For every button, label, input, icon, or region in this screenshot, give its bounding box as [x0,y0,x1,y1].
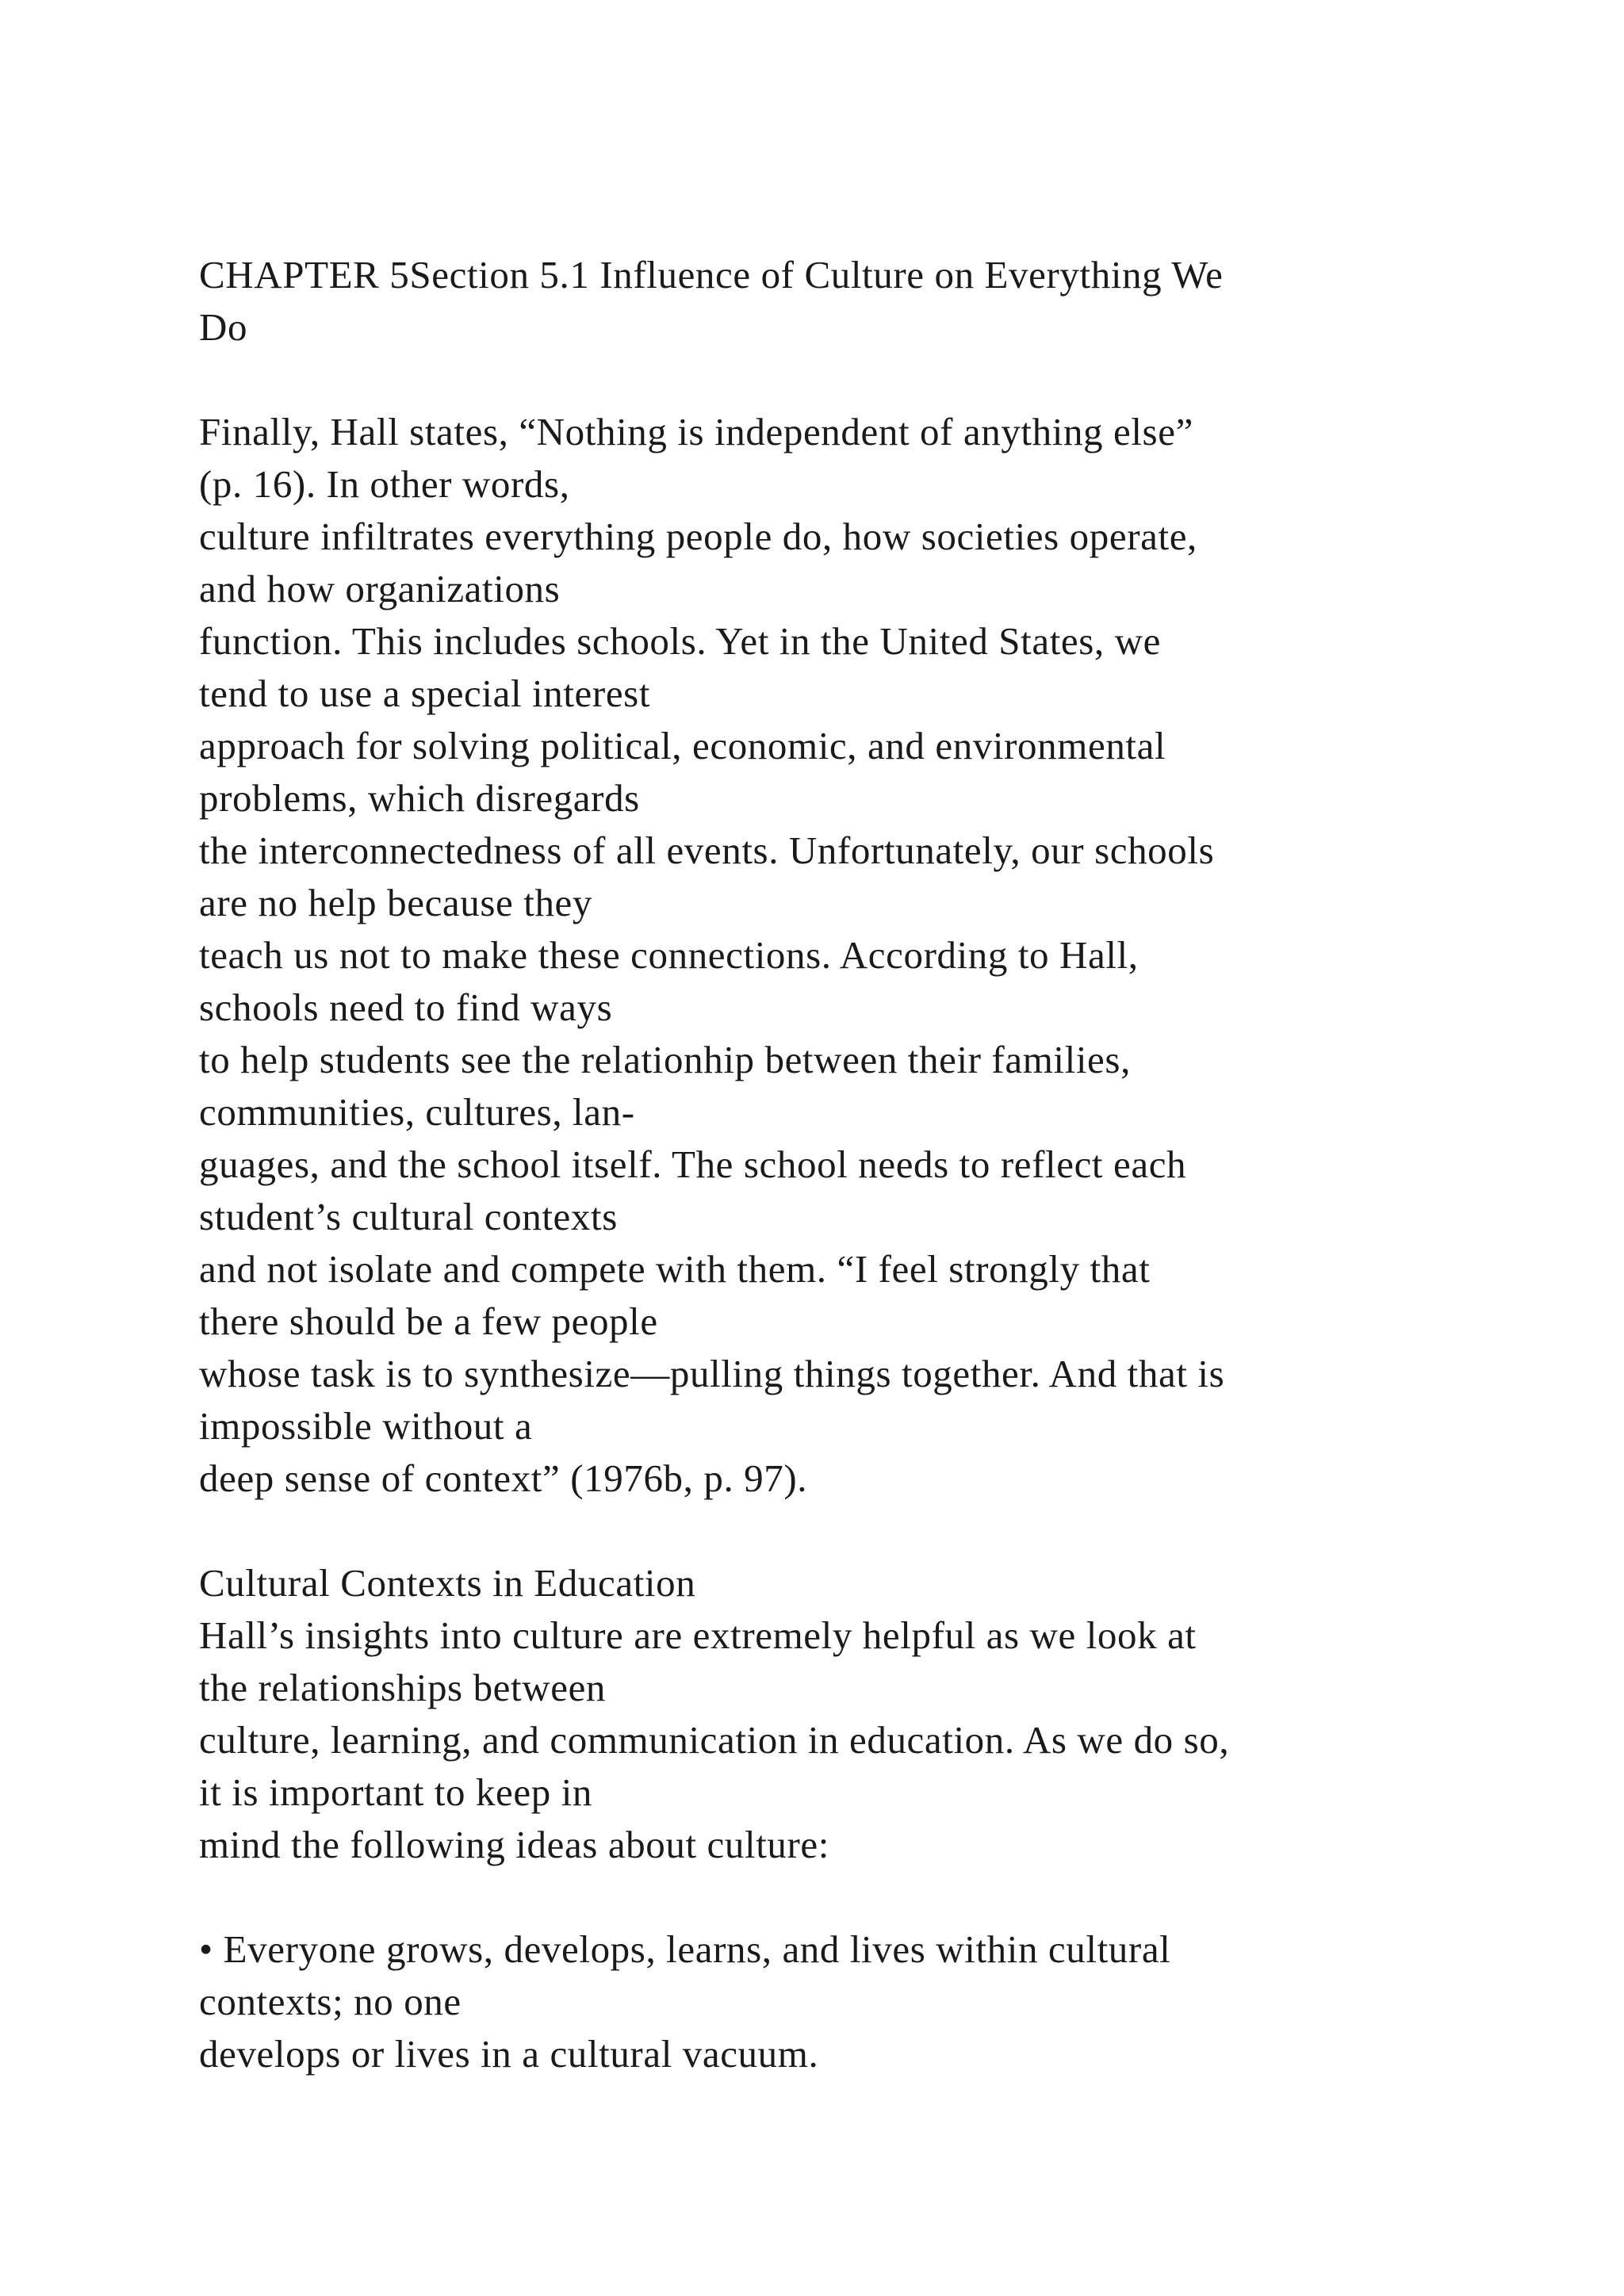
text-line: student’s cultural contexts [199,1195,618,1238]
text-line: mind the following ideas about culture: [199,1823,829,1866]
text-line: schools need to find ways [199,985,613,1029]
paragraph-gap [199,1505,1563,1557]
text-line: guages, and the school itself. The school needs to reflect each [199,1142,1187,1186]
text-line: are no help because they [199,881,593,924]
paragraph-gap [199,1871,1563,1923]
document-body [199,249,1563,2080]
text-line: develops or lives in a cultural vacuum. [199,2032,819,2076]
text-line: problems, which disregards [199,776,640,820]
text-line: CHAPTER 5Section 5.1 Influence of Culture on Everything We [199,253,1224,297]
text-line: impossible without a [199,1404,533,1448]
text-line: Finally, Hall states, “Nothing is independent of anything else” [199,410,1193,453]
text-line: to help students see the relationhip between their families, [199,1038,1131,1081]
text-line: there should be a few people [199,1299,658,1343]
text-line: the relationships between [199,1666,607,1709]
text-line: culture, learning, and communication in education. As we do so, [199,1718,1230,1762]
text-line: function. This includes schools. Yet in the United States, we [199,619,1161,663]
text-line: and how organizations [199,567,561,610]
text-line: • Everyone grows, develops, learns, and lives within cultural [199,1927,1171,1971]
paragraph-gap [199,354,1563,406]
text-line: culture infiltrates everything people do, how societies operate, [199,515,1197,558]
text-line: Hall’s insights into culture are extremely helpful as we look at [199,1613,1197,1657]
text-line: it is important to keep in [199,1770,593,1814]
text-line: deep sense of context” (1976b, p. 97). [199,1456,808,1500]
text-line: approach for solving political, economic, and environmental [199,724,1166,767]
text-line: contexts; no one [199,1980,462,2023]
chapter-heading [199,249,1563,354]
section-title: Cultural Contexts in Education [199,1561,696,1605]
text-line: communities, cultures, lan- [199,1090,635,1134]
bullet-item [199,1923,1563,2080]
text-line: Do [199,305,248,349]
text-line: teach us not to make these connections. According to Hall, [199,933,1139,977]
paragraph-ideas-intro [199,1609,1563,1871]
text-line: and not isolate and compete with them. “I feel strongly that [199,1247,1151,1291]
paragraph-hall-context [199,406,1563,1505]
text-line: whose task is to synthesize—pulling things together. And that is [199,1352,1225,1395]
text-line: the interconnectedness of all events. Unfortunately, our schools [199,828,1215,872]
text-line: tend to use a special interest [199,672,651,715]
text-line: (p. 16). In other words, [199,462,570,506]
